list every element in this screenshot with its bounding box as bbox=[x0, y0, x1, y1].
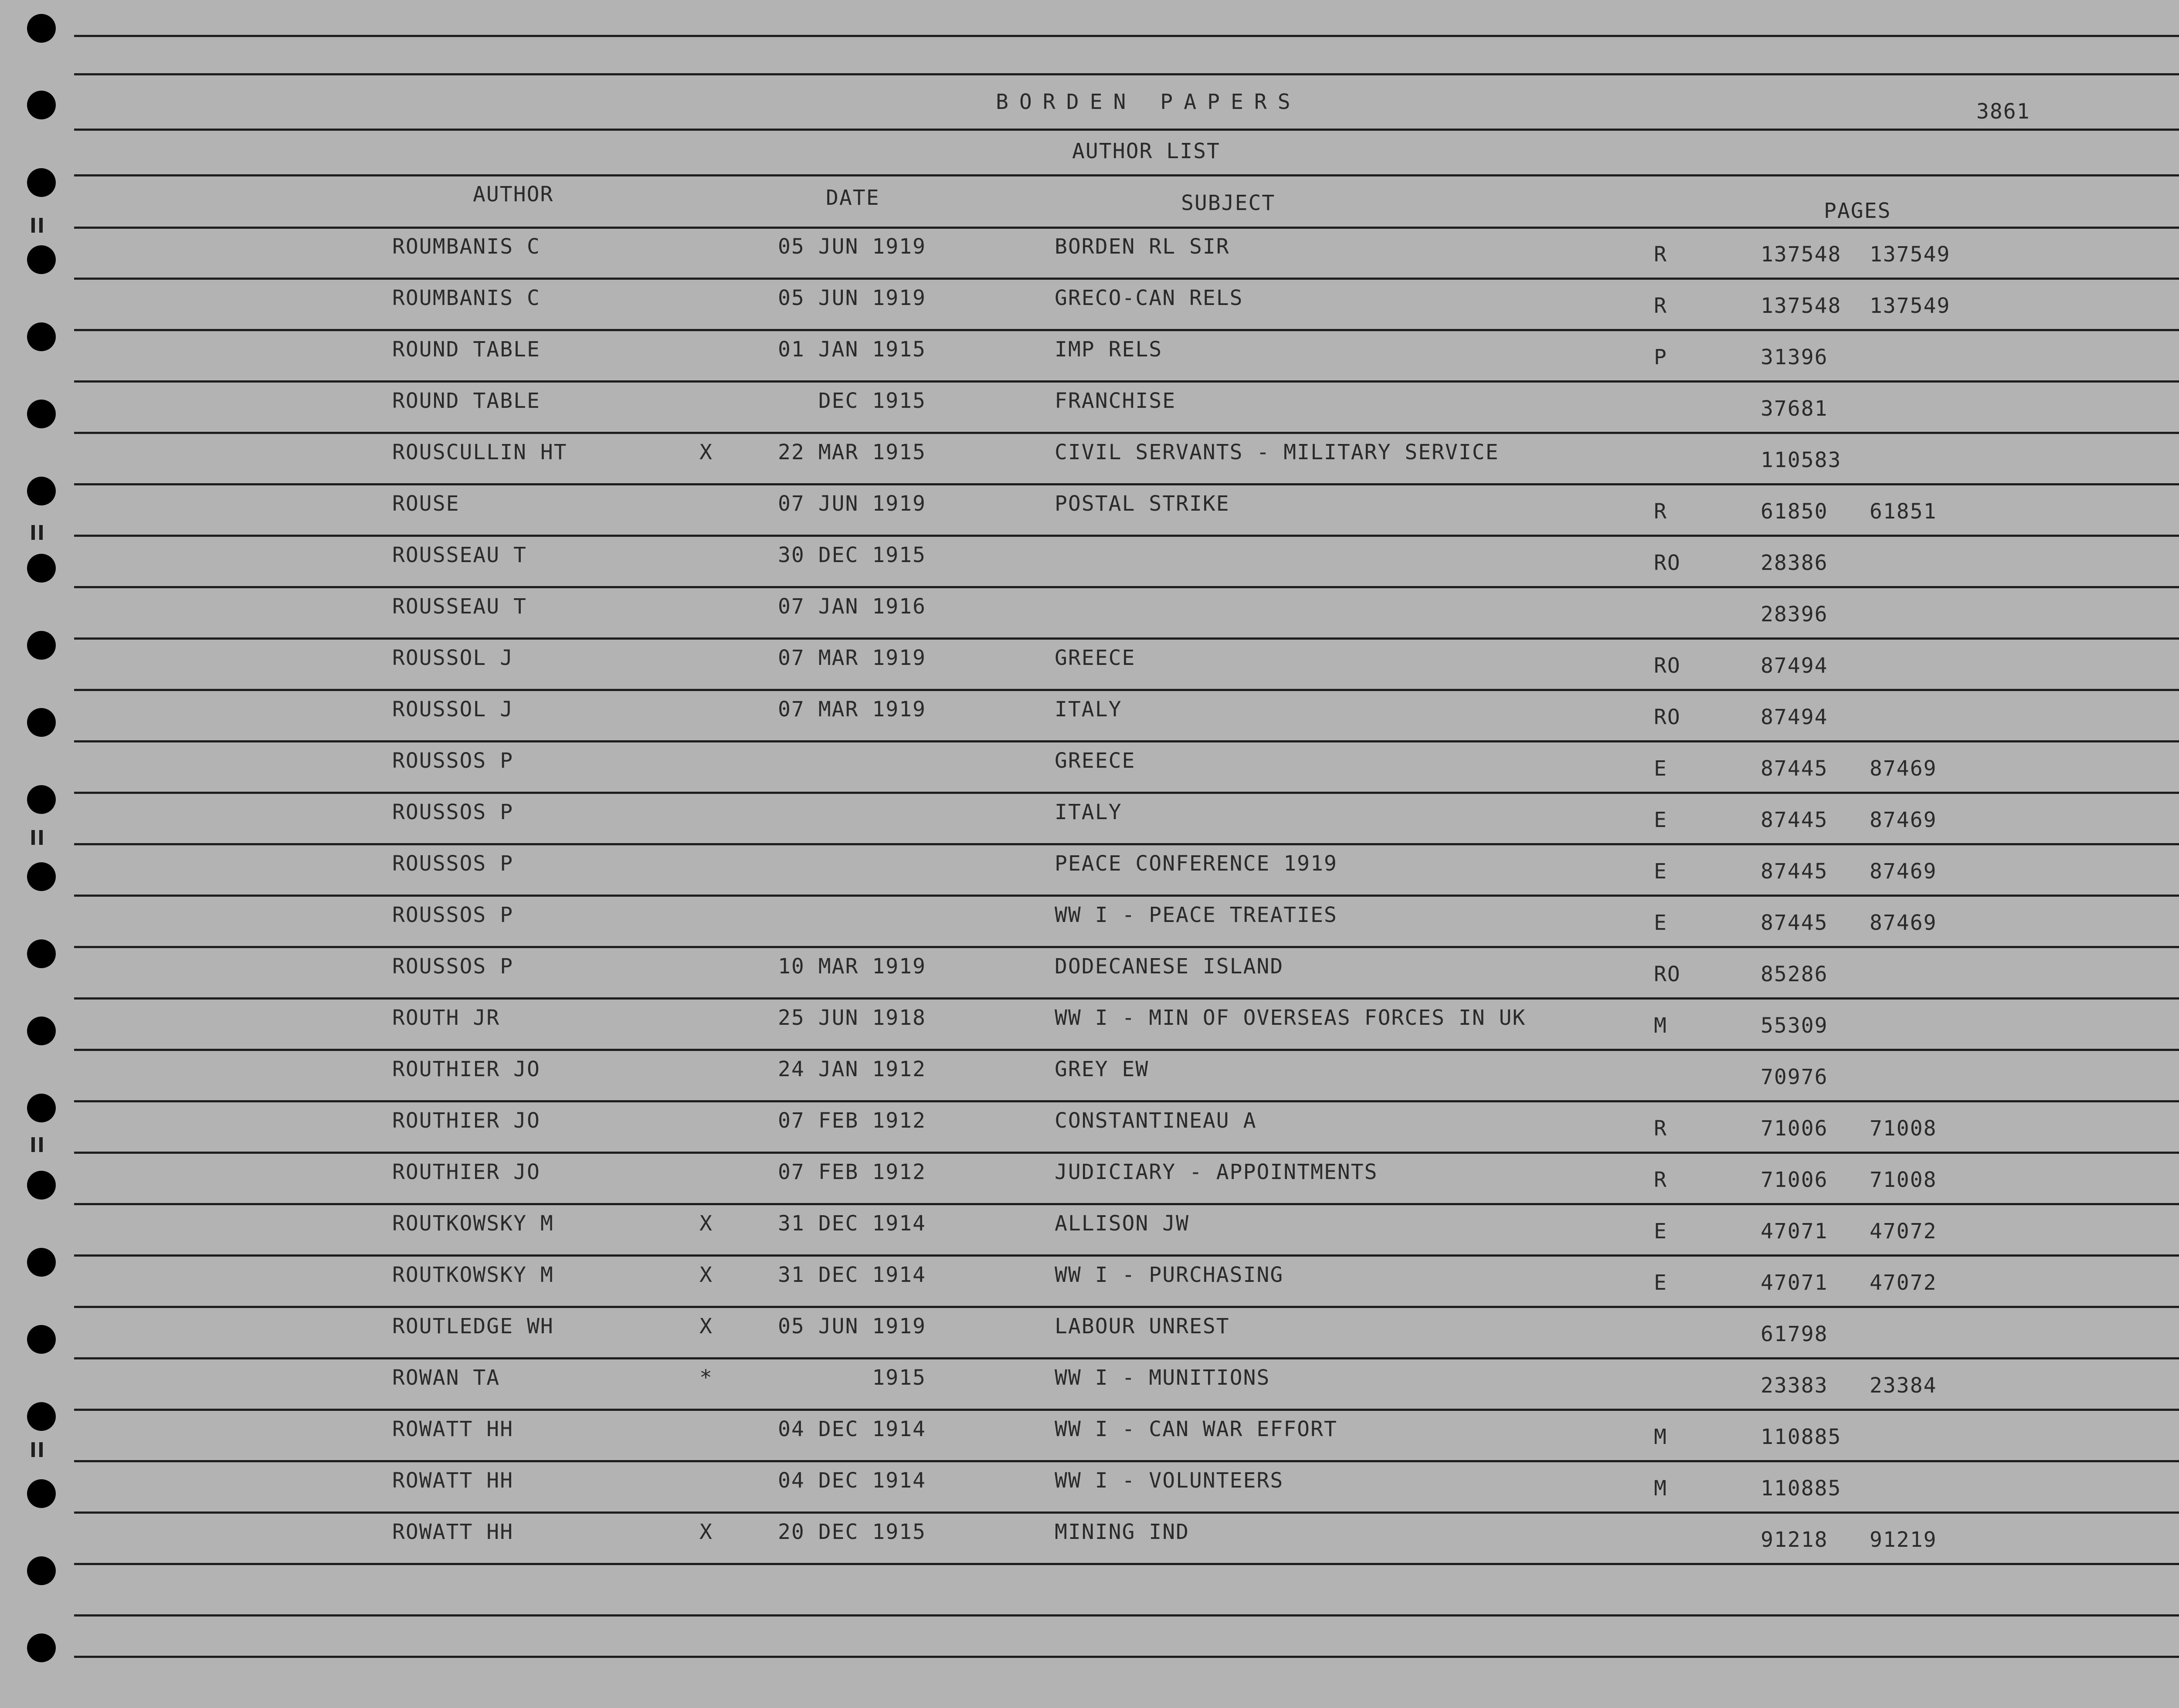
table-row bbox=[0, 1049, 2179, 1101]
table-row bbox=[0, 1152, 2179, 1203]
author-cell: ROUMBANIS C bbox=[392, 286, 540, 310]
list-title: AUTHOR LIST bbox=[1072, 139, 1220, 163]
date-cell: 05 JUN 1919 bbox=[778, 234, 926, 259]
page-start-cell: 137548 bbox=[1761, 242, 1842, 267]
table-row bbox=[0, 1461, 2179, 1512]
page-end-cell: 71008 bbox=[1870, 1168, 1937, 1192]
author-cell: ROUSSEAU T bbox=[392, 543, 527, 567]
tractor-feed-hole bbox=[27, 400, 56, 428]
page-start-cell: 87445 bbox=[1761, 808, 1828, 832]
page-end-cell: 87469 bbox=[1870, 756, 1937, 781]
subject-cell: BORDEN RL SIR bbox=[1055, 234, 1230, 259]
perforation-mark bbox=[31, 218, 35, 233]
author-cell: ROUTKOWSKY M bbox=[392, 1211, 554, 1236]
author-cell: ROUMBANIS C bbox=[392, 234, 540, 259]
subject-cell: GREECE bbox=[1055, 646, 1136, 670]
tractor-feed-hole bbox=[27, 1633, 56, 1662]
subject-cell: WW I - PEACE TREATIES bbox=[1055, 903, 1337, 927]
table-row bbox=[0, 792, 2179, 844]
code-cell: RO bbox=[1654, 551, 1681, 575]
date-cell: 30 DEC 1915 bbox=[778, 543, 926, 567]
author-cell: ROUSSEAU T bbox=[392, 594, 527, 619]
tractor-feed-hole bbox=[27, 1171, 56, 1200]
code-cell: R bbox=[1654, 1168, 1667, 1192]
author-cell: ROUTHIER JO bbox=[392, 1108, 540, 1133]
page-end-cell: 137549 bbox=[1870, 242, 1951, 267]
page-start-cell: 91218 bbox=[1761, 1528, 1828, 1552]
table-row bbox=[0, 689, 2179, 741]
perforation-mark bbox=[31, 525, 35, 540]
mark-cell: X bbox=[699, 1314, 713, 1339]
author-cell: ROUTH JR bbox=[392, 1006, 500, 1030]
subject-cell: WW I - MUNITIONS bbox=[1055, 1366, 1270, 1390]
author-cell: ROUND TABLE bbox=[392, 337, 540, 362]
tractor-feed-hole bbox=[27, 785, 56, 814]
date-cell: 07 FEB 1912 bbox=[778, 1160, 926, 1184]
page-start-cell: 47071 bbox=[1761, 1219, 1828, 1244]
page-start-cell: 37681 bbox=[1761, 396, 1828, 421]
tractor-feed-hole bbox=[27, 1402, 56, 1431]
code-cell: E bbox=[1654, 911, 1667, 935]
subject-cell: FRANCHISE bbox=[1055, 389, 1176, 413]
perforation-mark bbox=[39, 830, 43, 845]
perforation-mark bbox=[39, 1442, 43, 1457]
code-cell: E bbox=[1654, 1271, 1667, 1295]
column-header-subject: SUBJECT bbox=[1181, 191, 1276, 215]
table-row bbox=[0, 895, 2179, 946]
page-end-cell: 87469 bbox=[1870, 859, 1937, 884]
code-cell: M bbox=[1654, 1476, 1667, 1501]
page-end-cell: 71008 bbox=[1870, 1116, 1937, 1141]
column-header-author: AUTHOR bbox=[473, 182, 554, 207]
author-cell: ROWATT HH bbox=[392, 1468, 514, 1493]
table-row bbox=[0, 1358, 2179, 1409]
author-cell: ROUSSOS P bbox=[392, 903, 514, 927]
tractor-feed-hole bbox=[27, 245, 56, 274]
tractor-feed-hole bbox=[27, 554, 56, 583]
code-cell: E bbox=[1654, 808, 1667, 832]
table-row bbox=[0, 381, 2179, 432]
page-start-cell: 110583 bbox=[1761, 448, 1842, 472]
table-row bbox=[0, 432, 2179, 484]
page-start-cell: 85286 bbox=[1761, 962, 1828, 986]
author-cell: ROUSE bbox=[392, 491, 460, 516]
ruled-line bbox=[74, 73, 2179, 75]
author-cell: ROUTKOWSKY M bbox=[392, 1263, 554, 1287]
tractor-feed-hole bbox=[27, 1248, 56, 1277]
table-row bbox=[0, 741, 2179, 792]
page-start-cell: 87445 bbox=[1761, 859, 1828, 884]
perforation-mark bbox=[31, 830, 35, 845]
table-row bbox=[0, 535, 2179, 586]
author-cell: ROUSSOS P bbox=[392, 749, 514, 773]
ruled-line bbox=[74, 1656, 2179, 1658]
tractor-feed-hole bbox=[27, 1094, 56, 1122]
tractor-feed-hole bbox=[27, 631, 56, 660]
page-end-cell: 23384 bbox=[1870, 1373, 1937, 1398]
author-cell: ROUTLEDGE WH bbox=[392, 1314, 554, 1339]
perforation-mark bbox=[39, 525, 43, 540]
table-row bbox=[0, 1101, 2179, 1152]
column-header-date: DATE bbox=[826, 186, 880, 210]
author-cell: ROUSSOL J bbox=[392, 697, 514, 722]
subject-cell: LABOUR UNREST bbox=[1055, 1314, 1230, 1339]
table-row bbox=[0, 484, 2179, 535]
subject-cell: CIVIL SERVANTS - MILITARY SERVICE bbox=[1055, 440, 1499, 464]
table-row bbox=[0, 227, 2179, 278]
page-end-cell: 87469 bbox=[1870, 808, 1937, 832]
code-cell: M bbox=[1654, 1013, 1667, 1038]
code-cell: R bbox=[1654, 1116, 1667, 1141]
table-row bbox=[0, 586, 2179, 638]
date-cell: 05 JUN 1919 bbox=[778, 1314, 926, 1339]
date-cell: 07 MAR 1919 bbox=[778, 646, 926, 670]
document-title: BORDEN PAPERS bbox=[996, 90, 1301, 114]
table-row bbox=[0, 278, 2179, 329]
table-row bbox=[0, 1255, 2179, 1306]
tractor-feed-hole bbox=[27, 862, 56, 891]
code-cell: RO bbox=[1654, 962, 1681, 986]
page-start-cell: 87494 bbox=[1761, 705, 1828, 729]
mark-cell: X bbox=[699, 440, 713, 464]
code-cell: R bbox=[1654, 242, 1667, 267]
date-cell: 1915 bbox=[778, 1366, 926, 1390]
page-start-cell: 110885 bbox=[1761, 1476, 1842, 1501]
page-start-cell: 31396 bbox=[1761, 345, 1828, 369]
page-end-cell: 91219 bbox=[1870, 1528, 1937, 1552]
table-row bbox=[0, 1512, 2179, 1563]
subject-cell: GREECE bbox=[1055, 749, 1136, 773]
date-cell: 24 JAN 1912 bbox=[778, 1057, 926, 1081]
code-cell: E bbox=[1654, 1219, 1667, 1244]
tractor-feed-hole bbox=[27, 1556, 56, 1585]
date-cell: 25 JUN 1918 bbox=[778, 1006, 926, 1030]
date-cell: 20 DEC 1915 bbox=[778, 1520, 926, 1544]
page-end-cell: 47072 bbox=[1870, 1219, 1937, 1244]
ruled-line bbox=[74, 174, 2179, 176]
tractor-feed-hole bbox=[27, 1325, 56, 1354]
tractor-feed-hole bbox=[27, 168, 56, 197]
author-cell: ROUTHIER JO bbox=[392, 1057, 540, 1081]
author-cell: ROUSSOS P bbox=[392, 954, 514, 979]
page-start-cell: 28386 bbox=[1761, 551, 1828, 575]
perforation-mark bbox=[31, 1137, 35, 1152]
table-row bbox=[0, 946, 2179, 998]
table-row bbox=[0, 1409, 2179, 1461]
mark-cell: * bbox=[699, 1366, 713, 1390]
author-cell: ROUTHIER JO bbox=[392, 1160, 540, 1184]
page-start-cell: 87445 bbox=[1761, 911, 1828, 935]
page-start-cell: 47071 bbox=[1761, 1271, 1828, 1295]
subject-cell: POSTAL STRIKE bbox=[1055, 491, 1230, 516]
page-start-cell: 87494 bbox=[1761, 654, 1828, 678]
date-cell: 07 FEB 1912 bbox=[778, 1108, 926, 1133]
code-cell: E bbox=[1654, 756, 1667, 781]
subject-cell: ITALY bbox=[1055, 800, 1122, 824]
author-cell: ROUSCULLIN HT bbox=[392, 440, 567, 464]
author-cell: ROWATT HH bbox=[392, 1520, 514, 1544]
author-cell: ROWATT HH bbox=[392, 1417, 514, 1441]
date-cell: 22 MAR 1915 bbox=[778, 440, 926, 464]
perforation-mark bbox=[31, 1442, 35, 1457]
subject-cell: GRECO-CAN RELS bbox=[1055, 286, 1243, 310]
mark-cell: X bbox=[699, 1263, 713, 1287]
page-start-cell: 110885 bbox=[1761, 1425, 1842, 1449]
code-cell: M bbox=[1654, 1425, 1667, 1449]
subject-cell: GREY EW bbox=[1055, 1057, 1149, 1081]
mark-cell: X bbox=[699, 1211, 713, 1236]
page-end-cell: 87469 bbox=[1870, 911, 1937, 935]
subject-cell: WW I - VOLUNTEERS bbox=[1055, 1468, 1284, 1493]
date-cell: 04 DEC 1914 bbox=[778, 1417, 926, 1441]
page-start-cell: 137548 bbox=[1761, 294, 1842, 318]
date-cell: 31 DEC 1914 bbox=[778, 1211, 926, 1236]
ruled-line bbox=[74, 1614, 2179, 1616]
date-cell: 05 JUN 1919 bbox=[778, 286, 926, 310]
tractor-feed-hole bbox=[27, 91, 56, 119]
subject-cell: IMP RELS bbox=[1055, 337, 1163, 362]
subject-cell: DODECANESE ISLAND bbox=[1055, 954, 1284, 979]
date-cell: 31 DEC 1914 bbox=[778, 1263, 926, 1287]
author-cell: ROUND TABLE bbox=[392, 389, 540, 413]
code-cell: E bbox=[1654, 859, 1667, 884]
perforation-mark bbox=[39, 1137, 43, 1152]
code-cell: P bbox=[1654, 345, 1667, 369]
tractor-feed-hole bbox=[27, 1017, 56, 1045]
page-start-cell: 55309 bbox=[1761, 1013, 1828, 1038]
page-number: 3861 bbox=[1976, 99, 2030, 124]
date-cell: 07 JAN 1916 bbox=[778, 594, 926, 619]
tractor-feed-hole bbox=[27, 1479, 56, 1508]
date-cell: 07 JUN 1919 bbox=[778, 491, 926, 516]
page-end-cell: 61851 bbox=[1870, 499, 1937, 524]
page-start-cell: 71006 bbox=[1761, 1168, 1828, 1192]
tractor-feed-hole bbox=[27, 708, 56, 737]
subject-cell: JUDICIARY - APPOINTMENTS bbox=[1055, 1160, 1378, 1184]
author-cell: ROUSSOS P bbox=[392, 851, 514, 876]
subject-cell: WW I - MIN OF OVERSEAS FORCES IN UK bbox=[1055, 1006, 1526, 1030]
date-cell: 04 DEC 1914 bbox=[778, 1468, 926, 1493]
subject-cell: ALLISON JW bbox=[1055, 1211, 1189, 1236]
subject-cell: WW I - CAN WAR EFFORT bbox=[1055, 1417, 1337, 1441]
ruled-line bbox=[74, 129, 2179, 131]
table-row bbox=[0, 844, 2179, 895]
perforation-mark bbox=[39, 218, 43, 233]
tractor-feed-hole bbox=[27, 939, 56, 968]
page-start-cell: 23383 bbox=[1761, 1373, 1828, 1398]
page-end-cell: 137549 bbox=[1870, 294, 1951, 318]
date-cell: 01 JAN 1915 bbox=[778, 337, 926, 362]
author-cell: ROWAN TA bbox=[392, 1366, 500, 1390]
tractor-feed-hole bbox=[27, 14, 56, 43]
page-start-cell: 87445 bbox=[1761, 756, 1828, 781]
code-cell: RO bbox=[1654, 705, 1681, 729]
page-start-cell: 70976 bbox=[1761, 1065, 1828, 1089]
page-start-cell: 61798 bbox=[1761, 1322, 1828, 1346]
date-cell: 10 MAR 1919 bbox=[778, 954, 926, 979]
date-cell: DEC 1915 bbox=[778, 389, 926, 413]
subject-cell: MINING IND bbox=[1055, 1520, 1189, 1544]
author-cell: ROUSSOS P bbox=[392, 800, 514, 824]
page-start-cell: 61850 bbox=[1761, 499, 1828, 524]
mark-cell: X bbox=[699, 1520, 713, 1544]
code-cell: R bbox=[1654, 499, 1667, 524]
subject-cell: ITALY bbox=[1055, 697, 1122, 722]
page-start-cell: 28396 bbox=[1761, 602, 1828, 627]
subject-cell: PEACE CONFERENCE 1919 bbox=[1055, 851, 1337, 876]
author-cell: ROUSSOL J bbox=[392, 646, 514, 670]
subject-cell: WW I - PURCHASING bbox=[1055, 1263, 1284, 1287]
table-row bbox=[0, 1306, 2179, 1358]
table-row bbox=[0, 329, 2179, 381]
code-cell: RO bbox=[1654, 654, 1681, 678]
tractor-feed-hole bbox=[27, 477, 56, 505]
tractor-feed-hole bbox=[27, 322, 56, 351]
table-row bbox=[0, 1203, 2179, 1255]
subject-cell: CONSTANTINEAU A bbox=[1055, 1108, 1257, 1133]
code-cell: R bbox=[1654, 294, 1667, 318]
date-cell: 07 MAR 1919 bbox=[778, 697, 926, 722]
ruled-line bbox=[74, 35, 2179, 37]
page-end-cell: 47072 bbox=[1870, 1271, 1937, 1295]
page-start-cell: 71006 bbox=[1761, 1116, 1828, 1141]
table-row bbox=[0, 998, 2179, 1049]
table-row bbox=[0, 638, 2179, 689]
column-header-pages: PAGES bbox=[1824, 199, 1891, 223]
